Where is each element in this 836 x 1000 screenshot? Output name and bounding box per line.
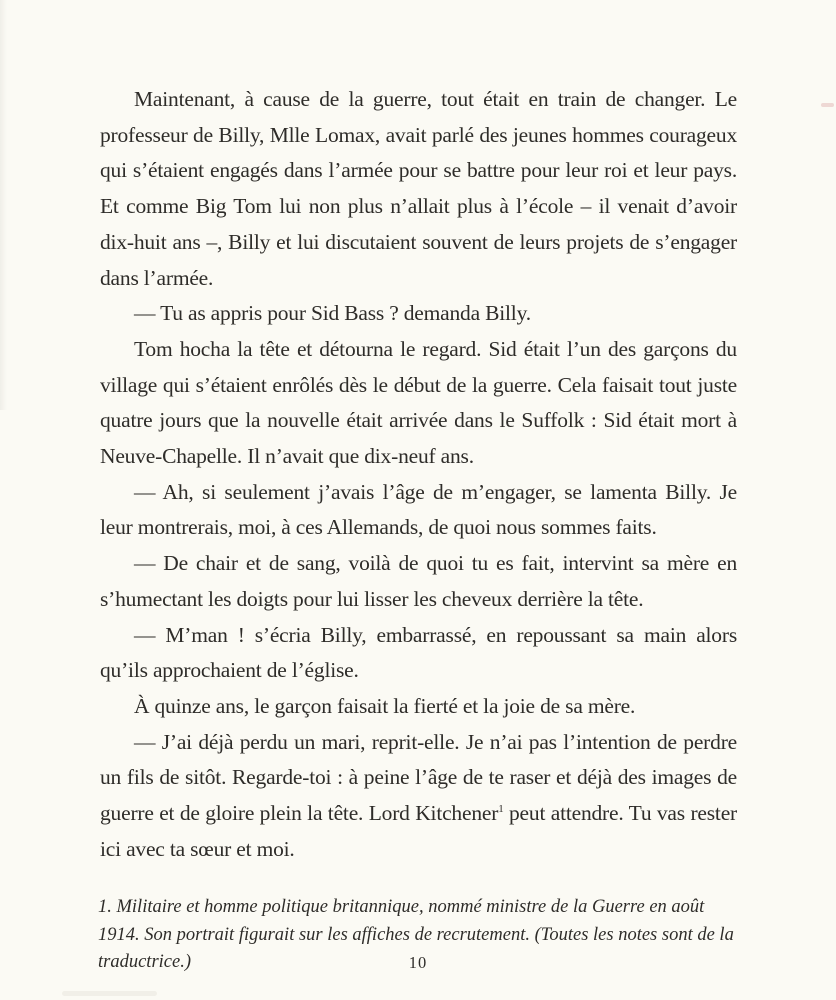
paragraph-dialogue: — Tu as appris pour Sid Bass ? demanda Billy.: [134, 301, 531, 326]
scan-mark: [821, 103, 834, 107]
paragraph-dialogue: [100, 725, 737, 868]
paragraph-dialogue: — Ah, si seulement j’avais l’âge de m’engager, se lamenta Billy. Je leur montrerais, moi, à ces Allemands, de quoi nous sommes faits.: [100, 479, 737, 540]
paragraph-dialogue: — M’man ! s’écria Billy, embarrassé, en repoussant sa main alors qu’ils approchaient de l’église.: [100, 622, 737, 683]
scan-smudge: [62, 991, 157, 996]
scan-shadow-left: [0, 0, 7, 410]
paragraph-dialogue: — De chair et de sang, voilà de quoi tu es fait, intervint sa mère en s’humectant les doigts pour lui lisser les cheveux derrière la tête.: [100, 551, 737, 611]
body-text: [100, 82, 737, 867]
paragraph-text: — J’ai déjà perdu un mari, reprit-elle. Je n’ai pas l’intention de perdre un fils de sitôt. Regarde-toi : à peine l’âge de te raser et déjà des images de guerre et de gloire plein la tête. Lord Kitchener: [100, 729, 737, 826]
footnote-reference: 1: [498, 803, 504, 816]
paragraph: Maintenant, à cause de la guerre, tout était en train de changer. Le professeur de Billy, Mlle Lomax, avait parlé des jeunes hommes courageux qui s’étaient engagés dans l’armée pour se battre pour leur roi et leur pays. Et comme Big Tom lui non plus n’allait plus à l’école – il venait d’avoir dix-huit ans –, Billy et lui discutaient souvent de leurs projets de s’engager dans l’armée.: [100, 87, 737, 290]
paragraph-text: peut attendre. Tu vas rester ici avec ta sœur et moi.: [100, 801, 737, 861]
footnote-text: 1. Militaire et homme politique britannique, nommé ministre de la Guerre en août 1914. Son portrait figurait sur les affiches de recrutement. (Toutes les notes sont de la traductrice.): [98, 897, 734, 972]
paragraph: Tom hocha la tête et détourna le regard. Sid était l’un des garçons du village qui s’étaient enrôlés dès le début de la guerre. Cela faisait tout juste quatre jours que la nouvelle était arrivée dans le Suffolk : Sid était mort à Neuve-Chapelle. Il n’avait que dix-neuf ans.: [100, 336, 737, 469]
page-number: 10: [408, 953, 428, 972]
paragraph: À quinze ans, le garçon faisait la fierté et la joie de sa mère.: [134, 693, 636, 718]
